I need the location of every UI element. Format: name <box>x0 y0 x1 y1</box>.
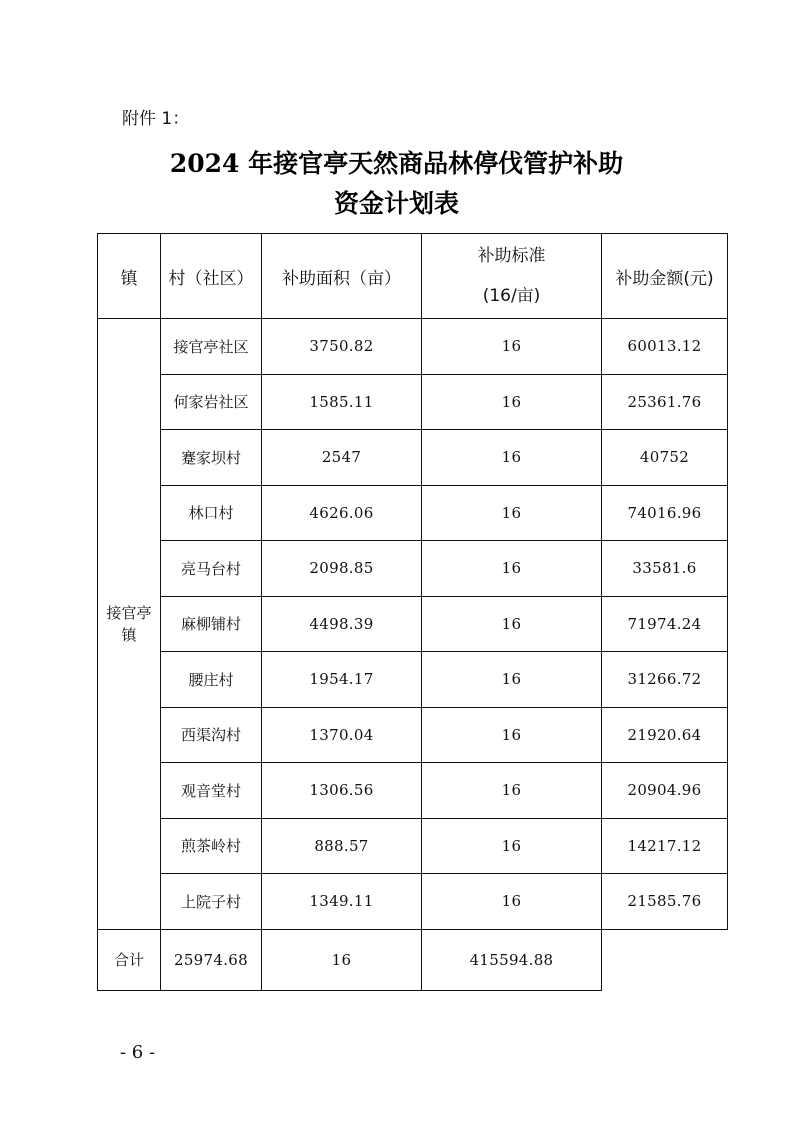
standard-cell: 16 <box>422 652 602 708</box>
village-cell: 上院子村 <box>161 874 262 930</box>
amount-cell: 14217.12 <box>602 818 728 874</box>
table-row <box>98 374 728 430</box>
table-row <box>98 763 728 819</box>
village-cell: 煎茶岭村 <box>161 818 262 874</box>
amount-cell: 33581.6 <box>602 541 728 597</box>
area-cell: 4626.06 <box>262 485 422 541</box>
village-cell: 腰庄村 <box>161 652 262 708</box>
header-town: 镇 <box>98 234 161 319</box>
area-cell: 1349.11 <box>262 874 422 930</box>
village-cell: 麻柳铺村 <box>161 596 262 652</box>
table-row <box>98 874 728 930</box>
area-cell: 3750.82 <box>262 319 422 375</box>
table-row <box>98 707 728 763</box>
amount-cell: 74016.96 <box>602 485 728 541</box>
total-label: 合计 <box>98 929 161 990</box>
town-name: 接官亭镇 <box>106 603 152 644</box>
amount-cell: 25361.76 <box>602 374 728 430</box>
attachment-label: 附件 1： <box>122 109 190 129</box>
table-row <box>98 652 728 708</box>
header-standard-line-1: 补助标准 <box>477 246 546 266</box>
total-standard: 16 <box>262 929 422 990</box>
area-cell: 2098.85 <box>262 541 422 597</box>
header-standard <box>422 234 602 319</box>
header-standard-line-2: (16/亩) <box>482 286 541 306</box>
area-cell: 4498.39 <box>262 596 422 652</box>
amount-cell: 60013.12 <box>602 319 728 375</box>
document-title-line-2: 资金计划表 <box>333 189 459 218</box>
document-title-line-1: 2024 年接官亭天然商品林停伐管护补助 <box>169 149 624 178</box>
amount-cell: 20904.96 <box>602 763 728 819</box>
header-village: 村（社区） <box>161 234 262 319</box>
table-row <box>98 319 728 375</box>
village-cell: 何家岩社区 <box>161 374 262 430</box>
header-amount: 补助金额(元) <box>602 234 728 319</box>
area-cell: 888.57 <box>262 818 422 874</box>
standard-cell: 16 <box>422 319 602 375</box>
village-cell: 蹇家坝村 <box>161 430 262 486</box>
total-area: 25974.68 <box>161 929 262 990</box>
table-row <box>98 485 728 541</box>
town-cell <box>98 319 161 930</box>
village-cell: 亮马台村 <box>161 541 262 597</box>
standard-cell: 16 <box>422 707 602 763</box>
page-number: - 6 - <box>120 1042 156 1063</box>
village-cell: 西渠沟村 <box>161 707 262 763</box>
subsidy-table <box>97 233 728 991</box>
table-row <box>98 596 728 652</box>
total-row <box>98 929 728 990</box>
standard-cell: 16 <box>422 874 602 930</box>
table-row <box>98 818 728 874</box>
amount-cell: 31266.72 <box>602 652 728 708</box>
table-row <box>98 541 728 597</box>
amount-cell: 21585.76 <box>602 874 728 930</box>
standard-cell: 16 <box>422 541 602 597</box>
standard-cell: 16 <box>422 818 602 874</box>
village-cell: 接官亭社区 <box>161 319 262 375</box>
table-header-row <box>98 234 728 319</box>
standard-cell: 16 <box>422 430 602 486</box>
total-amount: 415594.88 <box>422 929 602 990</box>
village-cell: 观音堂村 <box>161 763 262 819</box>
area-cell: 1306.56 <box>262 763 422 819</box>
amount-cell: 40752 <box>602 430 728 486</box>
standard-cell: 16 <box>422 485 602 541</box>
standard-cell: 16 <box>422 374 602 430</box>
area-cell: 2547 <box>262 430 422 486</box>
area-cell: 1585.11 <box>262 374 422 430</box>
table-row <box>98 430 728 486</box>
area-cell: 1954.17 <box>262 652 422 708</box>
amount-cell: 21920.64 <box>602 707 728 763</box>
header-area: 补助面积（亩） <box>262 234 422 319</box>
village-cell: 林口村 <box>161 485 262 541</box>
standard-cell: 16 <box>422 596 602 652</box>
area-cell: 1370.04 <box>262 707 422 763</box>
standard-cell: 16 <box>422 763 602 819</box>
amount-cell: 71974.24 <box>602 596 728 652</box>
